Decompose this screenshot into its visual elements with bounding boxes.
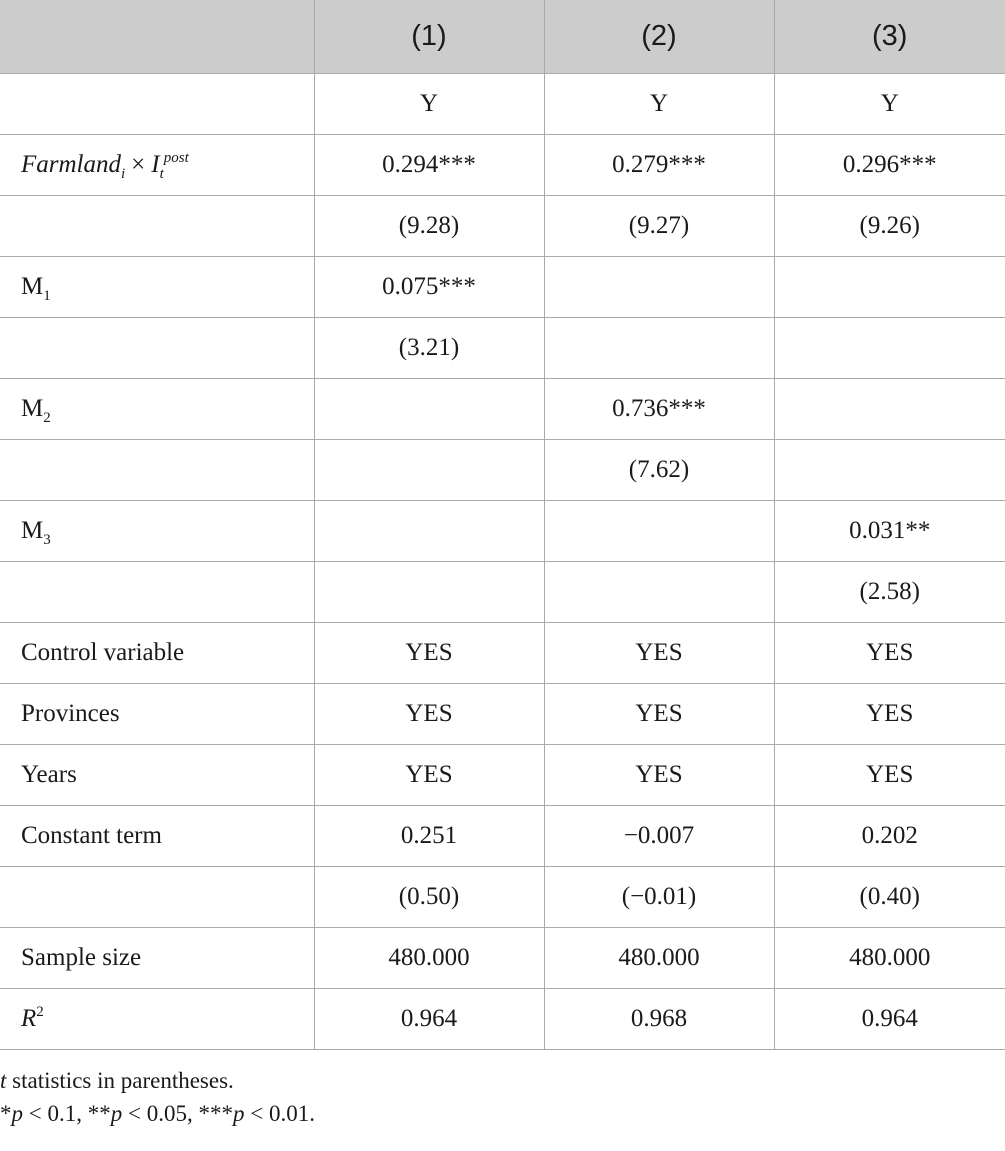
header-col-3: (3) [774,0,1005,73]
notes-line1-text: statistics in parentheses. [6,1068,234,1093]
control-variable-3: YES [774,622,1005,683]
m2-coef-1 [314,378,544,439]
m1-tstat-3 [774,317,1005,378]
interaction-coef-2: 0.279*** [544,134,774,195]
sample-size-row [0,927,1005,988]
provinces-label: Provinces [0,683,314,744]
empty-label [0,561,314,622]
m3-base: M [21,516,44,544]
dependent-variable-row [0,73,1005,134]
sig2-p: p [110,1101,123,1126]
m1-tstat-2 [544,317,774,378]
farmland-subscript: i [121,165,126,182]
header-col-2: (2) [544,0,774,73]
m1-tstat-row [0,317,1005,378]
m3-coef-1 [314,500,544,561]
control-variable-row [0,622,1005,683]
dependent-col-1: Y [314,73,544,134]
sample-size-3: 480.000 [774,927,1005,988]
r-squared-base: R [21,1004,37,1032]
constant-tstat-3: (0.40) [774,866,1005,927]
provinces-row [0,683,1005,744]
m2-subscript: 2 [43,409,51,426]
m3-coef-row [0,500,1005,561]
m2-label [0,378,314,439]
r-squared-3: 0.964 [774,988,1005,1049]
m3-tstat-1 [314,561,544,622]
row-label [0,73,314,134]
constant-tstat-1: (0.50) [314,866,544,927]
interaction-coef-1: 0.294*** [314,134,544,195]
sig2-text: < 0.05, [122,1101,199,1126]
m3-tstat-row [0,561,1005,622]
interaction-tstat-2: (9.27) [544,195,774,256]
constant-coef-row [0,805,1005,866]
m2-tstat-row [0,439,1005,500]
indicator-superscript: post [163,149,189,166]
header-row [0,0,1005,73]
m2-tstat-3 [774,439,1005,500]
control-variable-2: YES [544,622,774,683]
interaction-term-label [0,134,314,195]
years-label: Years [0,744,314,805]
years-1: YES [314,744,544,805]
interaction-tstat-1: (9.28) [314,195,544,256]
notes-line-significance [0,1097,1005,1130]
constant-tstat-row [0,866,1005,927]
r-squared-1: 0.964 [314,988,544,1049]
constant-tstat-2: (−0.01) [544,866,774,927]
m2-tstat-2: (7.62) [544,439,774,500]
constant-coef-1: 0.251 [314,805,544,866]
m2-coef-row [0,378,1005,439]
indicator-var: I [151,150,160,178]
r-squared-row [0,988,1005,1049]
m1-subscript: 1 [43,287,51,304]
empty-label [0,195,314,256]
sig3-stars: *** [198,1101,233,1126]
farmland-var: Farmland [21,150,121,178]
m1-tstat-1: (3.21) [314,317,544,378]
m3-coef-2 [544,500,774,561]
sig2-stars: ** [87,1101,111,1126]
empty-label [0,439,314,500]
control-variable-1: YES [314,622,544,683]
sig3-p: p [232,1101,245,1126]
m1-coef-2 [544,256,774,317]
m1-label [0,256,314,317]
constant-coef-2: −0.007 [544,805,774,866]
indicator-subscript: t [159,165,164,182]
interaction-coef-3: 0.296*** [774,134,1005,195]
m3-tstat-2 [544,561,774,622]
sample-size-1: 480.000 [314,927,544,988]
r-squared-label [0,988,314,1049]
provinces-3: YES [774,683,1005,744]
constant-label: Constant term [0,805,314,866]
m3-subscript: 3 [43,531,51,548]
notes-line-tstat [0,1064,1005,1097]
m2-coef-2: 0.736*** [544,378,774,439]
provinces-1: YES [314,683,544,744]
m3-tstat-3: (2.58) [774,561,1005,622]
constant-coef-3: 0.202 [774,805,1005,866]
interaction-tstat-row [0,195,1005,256]
m1-coef-3 [774,256,1005,317]
empty-label [0,317,314,378]
header-col-1: (1) [314,0,544,73]
header-cell-empty [0,0,314,73]
provinces-2: YES [544,683,774,744]
empty-label [0,866,314,927]
m3-coef-3: 0.031** [774,500,1005,561]
interaction-tstat-3: (9.26) [774,195,1005,256]
sample-size-2: 480.000 [544,927,774,988]
table-notes [0,1064,1005,1130]
m2-base: M [21,394,44,422]
interaction-coef-row [0,134,1005,195]
r-squared-2: 0.968 [544,988,774,1049]
m1-base: M [21,272,44,300]
dependent-col-3: Y [774,73,1005,134]
control-variable-label: Control variable [0,622,314,683]
years-3: YES [774,744,1005,805]
years-row [0,744,1005,805]
m2-tstat-1 [314,439,544,500]
notes-t-var: t [0,1068,7,1093]
sig1-stars: * [0,1101,12,1126]
m3-label [0,500,314,561]
sig1-p: p [11,1101,23,1126]
sig3-text: < 0.01. [244,1101,315,1126]
m1-coef-row [0,256,1005,317]
sample-size-label: Sample size [0,927,314,988]
m1-coef-1: 0.075*** [314,256,544,317]
sig1-text: < 0.1, [23,1101,88,1126]
times-operator: × [131,150,146,178]
dependent-col-2: Y [544,73,774,134]
years-2: YES [544,744,774,805]
m2-coef-3 [774,378,1005,439]
r-squared-superscript: 2 [36,1003,44,1020]
